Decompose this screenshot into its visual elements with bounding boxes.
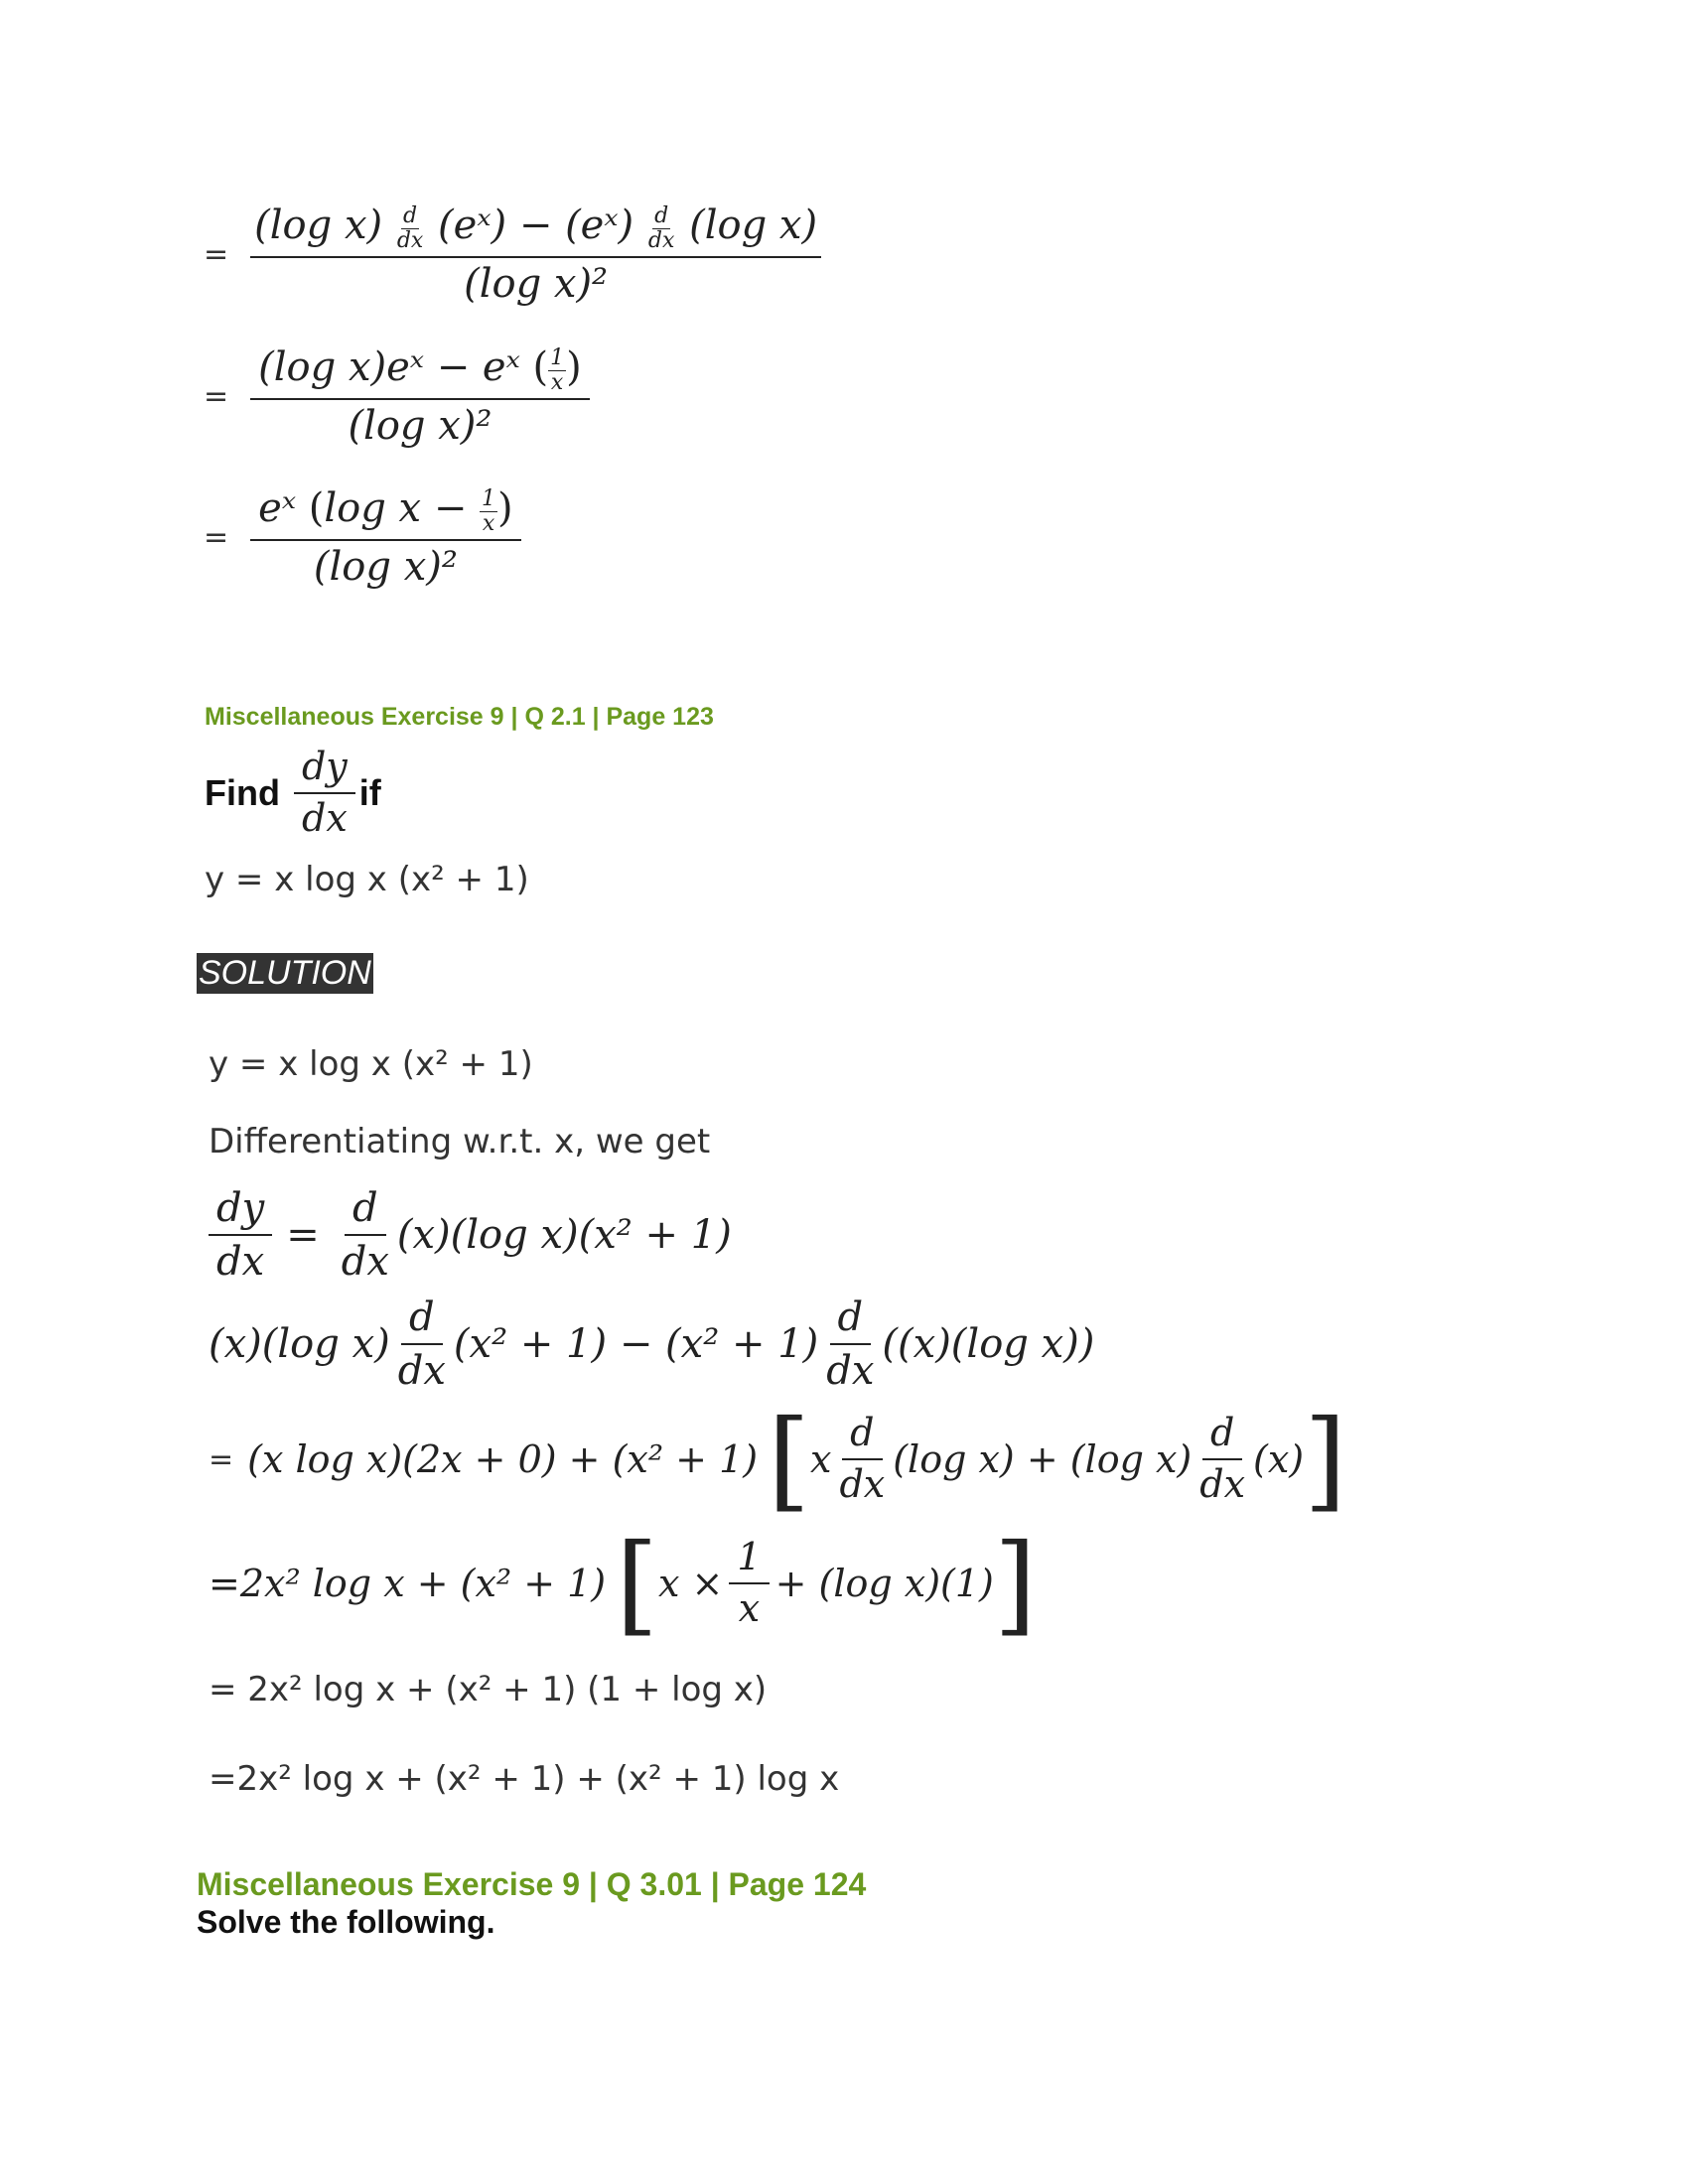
solution-label: SOLUTION: [199, 954, 371, 992]
derivative-line: $\frac{dy}{dx}$ = $\frac{d}{dx}$ (x)(log x)(x² + 1): [209, 1186, 732, 1284]
result-line-2: =2x² log x + (x² + 1) + (x² + 1) log x: [209, 1759, 840, 1799]
step-1-fraction: (log x) $\frac{d}{dx}$ (eˣ) − (eˣ) $\frac{d}{dx}$ (log x) (log x)²: [250, 204, 821, 306]
product-rule-line: (x)(log x) $\frac{d}{dx}$ (x² + 1) − (x² + 1) $\frac{d}{dx}$ ((x)(log x)): [209, 1295, 1095, 1394]
source-tag-q3-01: Miscellaneous Exercise 9 | Q 3.01 | Page 124: [197, 1866, 867, 1902]
dy-dx-fraction: $\frac{dy}{dx}$: [294, 747, 355, 840]
equals-sign: =: [204, 236, 229, 272]
step-3-fraction: eˣ (log x − $\frac{1}{x}$ ) (log x)²: [250, 486, 521, 589]
solution-line-1: y = x log x (x² + 1): [209, 1044, 533, 1084]
result-line-1: = 2x² log x + (x² + 1) (1 + log x): [209, 1670, 768, 1709]
step-2: [204, 345, 590, 448]
step-2-fraction: (log x)eˣ − eˣ ( $\frac{1}{x}$ ) (log x)²: [250, 345, 590, 448]
equals-sign: =: [204, 519, 229, 555]
source-tag-q2-1: Miscellaneous Exercise 9 | Q 2.1 | Page 123: [205, 703, 714, 731]
question-expression: y = x log x (x² + 1): [205, 860, 529, 899]
question-heading: Find $\frac{dy}{dx}$ if: [205, 745, 381, 840]
simplified-line: =2x² log x + (x² + 1) [ x × $\frac{1}{x}$ + (log x)(1) ]: [209, 1520, 1037, 1647]
expanded-line: = (x log x)(2x + 0) + (x² + 1) [ x $\frac{d}{dx}$ (log x) + (log x) $\frac{d}{dx}$ (x) ]: [209, 1396, 1347, 1523]
equals-sign: =: [204, 378, 229, 414]
question-prompt: Solve the following.: [197, 1904, 495, 1940]
step-1: [204, 204, 821, 306]
step-3: [204, 486, 521, 589]
solution-line-2: Differentiating w.r.t. x, we get: [209, 1122, 711, 1161]
